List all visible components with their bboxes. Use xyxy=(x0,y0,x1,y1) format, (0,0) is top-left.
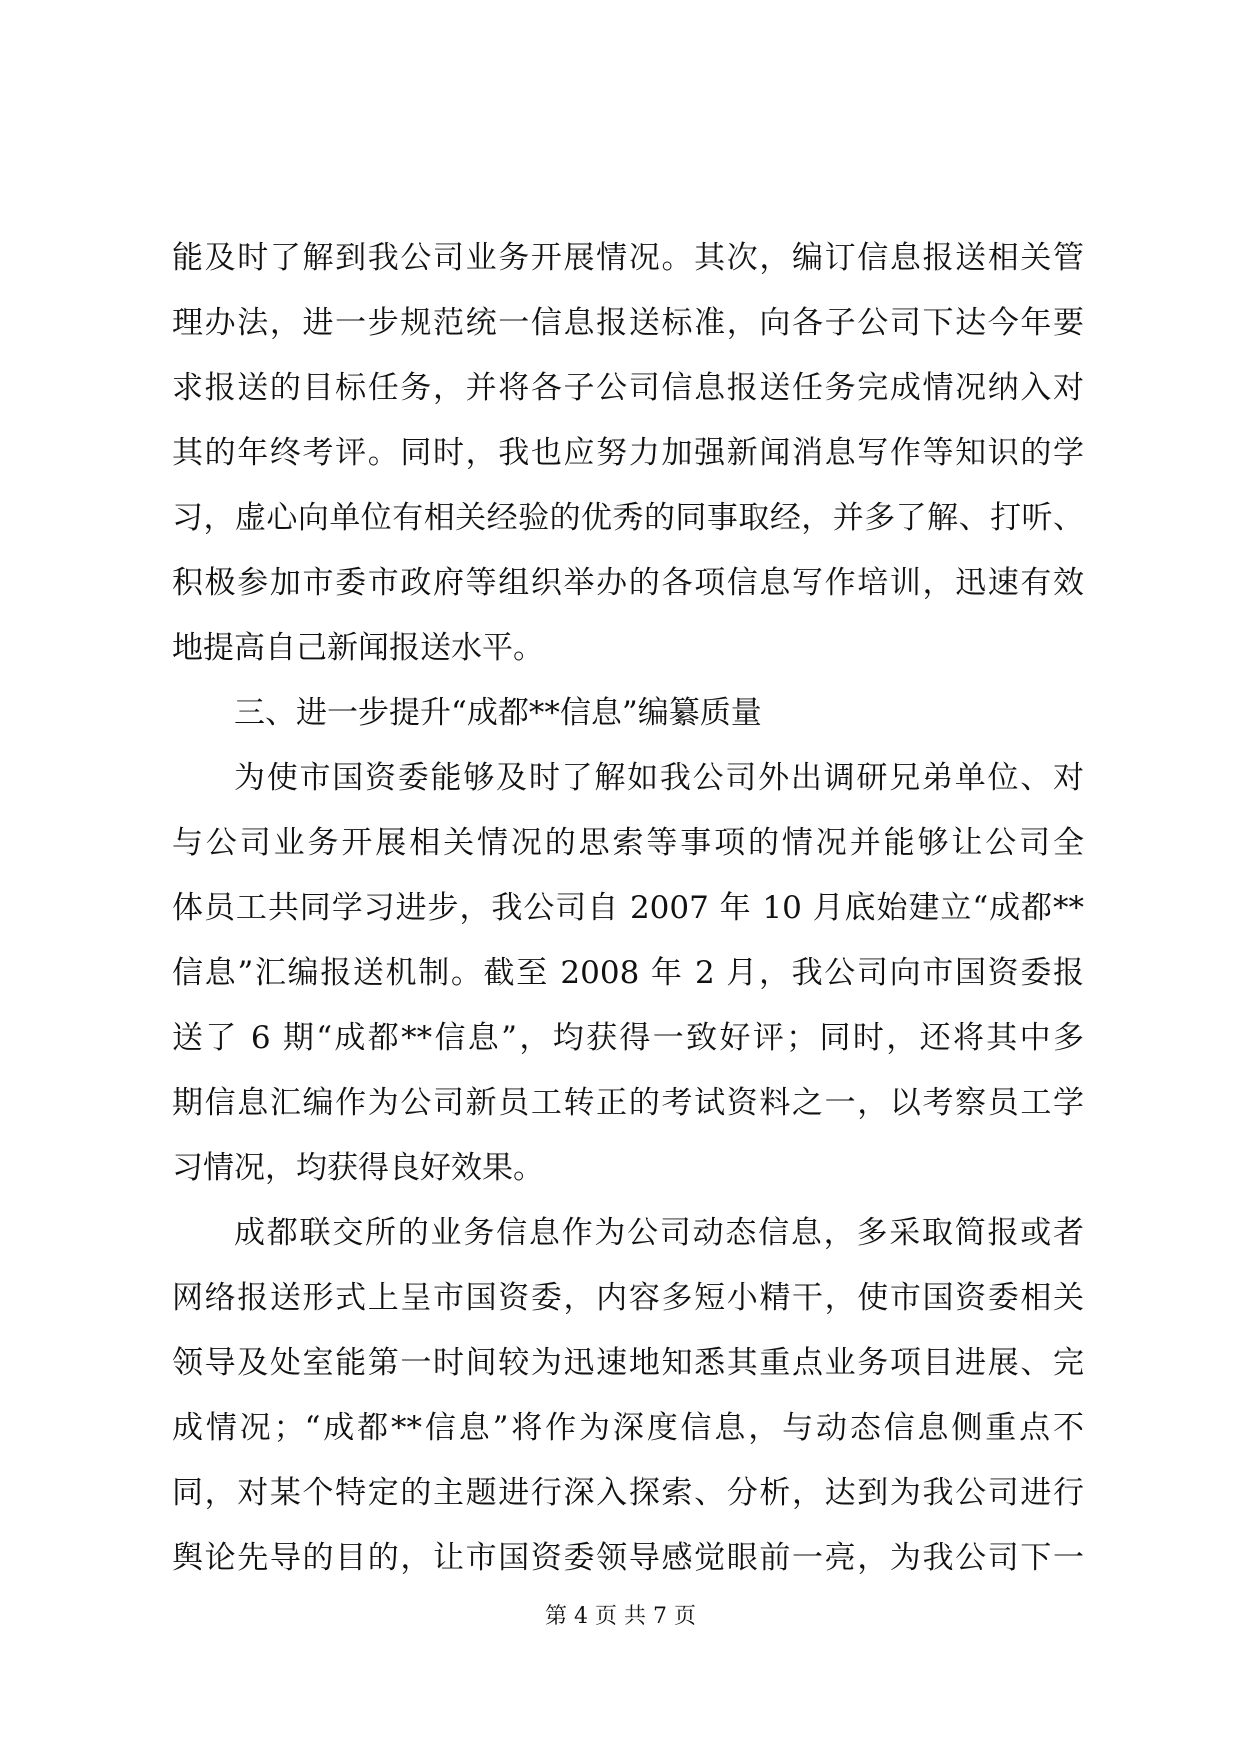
text-line-4: 其的年终考评。同时，我也应努力加强新闻消息写作等知识的学 xyxy=(172,435,1084,471)
text-line-5: 习，虚心向单位有相关经验的优秀的同事取经，并多了解、打听、 xyxy=(172,500,1084,536)
text-line-9: 为使市国资委能够及时了解如我公司外出调研兄弟单位、对 xyxy=(234,760,1084,796)
text-line-13: 送了 6 期“成都**信息”，均获得一致好评；同时，还将其中多 xyxy=(172,1020,1084,1056)
text-line-16: 成都联交所的业务信息作为公司动态信息，多采取简报或者 xyxy=(234,1215,1084,1251)
text-line-3: 求报送的目标任务，并将各子公司信息报送任务完成情况纳入对 xyxy=(172,370,1084,406)
text-line-12: 信息”汇编报送机制。截至 2008 年 2 月，我公司向市国资委报 xyxy=(172,955,1084,991)
text-line-20: 同，对某个特定的主题进行深入探索、分析，达到为我公司进行 xyxy=(172,1475,1084,1511)
text-line-10: 与公司业务开展相关情况的思索等事项的情况并能够让公司全 xyxy=(172,825,1084,861)
text-line-7: 地提高自己新闻报送水平。 xyxy=(172,630,544,666)
text-line-21: 舆论先导的目的，让市国资委领导感觉眼前一亮，为我公司下一 xyxy=(172,1540,1084,1576)
text-line-6: 积极参加市委市政府等组织举办的各项信息写作培训，迅速有效 xyxy=(172,565,1084,601)
text-line-18: 领导及处室能第一时间较为迅速地知悉其重点业务项目进展、完 xyxy=(172,1345,1084,1381)
text-line-17: 网络报送形式上呈市国资委，内容多短小精干，使市国资委相关 xyxy=(172,1280,1084,1316)
text-line-15: 习情况，均获得良好效果。 xyxy=(172,1150,544,1186)
page-footer: 第 4 页 共 7 页 xyxy=(545,1604,696,1629)
text-line-14: 期信息汇编作为公司新员工转正的考试资料之一，以考察员工学 xyxy=(172,1085,1084,1121)
section-heading: 三、进一步提升“成都**信息”编纂质量 xyxy=(234,695,762,731)
text-line-11: 体员工共同学习进步，我公司自 2007 年 10 月底始建立“成都** xyxy=(172,890,1084,926)
text-line-1: 能及时了解到我公司业务开展情况。其次，编订信息报送相关管 xyxy=(172,240,1084,276)
document-body xyxy=(172,226,1084,1591)
text-line-19: 成情况；“成都**信息”将作为深度信息，与动态信息侧重点不 xyxy=(172,1410,1084,1446)
text-line-2: 理办法，进一步规范统一信息报送标准，向各子公司下达今年要 xyxy=(172,305,1084,341)
